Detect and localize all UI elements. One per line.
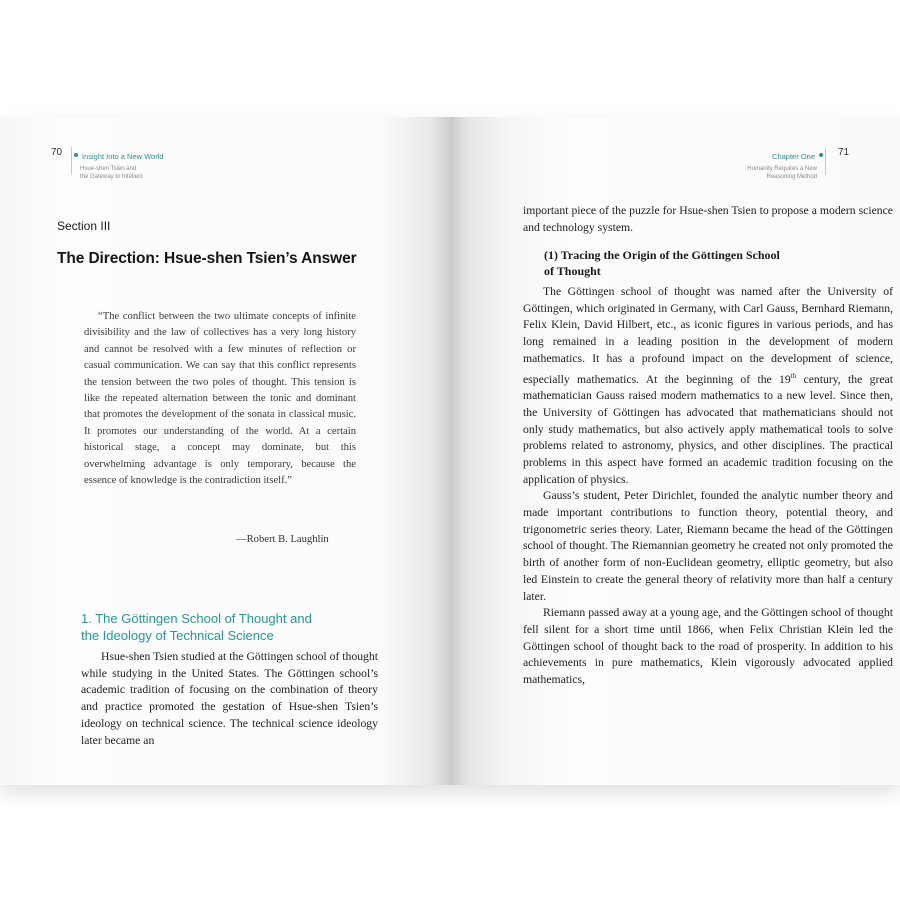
running-head-subtitle-1: Humanity Requires a New bbox=[747, 166, 817, 172]
running-head-subtitle-2: Reasoning Method bbox=[766, 174, 817, 180]
subsection-heading bbox=[81, 610, 312, 644]
subsection-heading-line-1: 1. The Göttingen School of Thought and bbox=[81, 611, 312, 626]
epigraph-attribution: —Robert B. Laughlin bbox=[236, 534, 329, 545]
right-body-continuation bbox=[523, 203, 893, 236]
left-page bbox=[0, 117, 450, 785]
epigraph-quote: “The conflict between the two ultimate concepts of infinite divisibility and the law of collectives has a very long history and cannot be resolved with a few minutes of reflection or casual communication. We can say that this conflict represents the tension between the two poles of thought. This tension is like the repeated alternation between the tonic and dominant that promotes the development of the sonata in classical music. It promotes our understanding of the world. At a certain historical stage, a concept may dominate, but this overwhelming advantage is only temporary, because the essence of knowledge is the contradiction itself.” bbox=[84, 311, 356, 487]
running-head-subtitle-1: Hsue-shen Tsien and bbox=[80, 166, 137, 172]
page-number: 71 bbox=[838, 147, 850, 158]
paragraph bbox=[523, 284, 893, 488]
running-head-subtitle-2: the Gateway to Intellect bbox=[80, 174, 143, 180]
paragraph-text-start: The Göttingen school of thought was named after the University of Göttingen, which originated in Germany, with Carl Gauss, Bernhard Riemann, Felix Klein, David Hilbert, etc., as iconic figures in various periods, and has long remained in a leading position in the development of modern mathematics. It has a profound impact on the development of science, especially mathematics. At the beginning of the 19 bbox=[523, 285, 893, 386]
subsection-heading-line-1: (1) Tracing the Origin of the Göttingen School bbox=[544, 248, 780, 262]
paragraph: Riemann passed away at a young age, and the Göttingen school of thought fell silent for a short time until 1866, when Felix Christian Klein led the Göttingen school of thought back to the road of prosperity. In addition to his achievements in pure mathematics, Klein vigorously advocated applied mathematics, bbox=[523, 606, 893, 687]
page-number: 70 bbox=[51, 147, 63, 158]
right-page bbox=[450, 117, 900, 785]
running-head bbox=[747, 146, 823, 181]
subsection-heading-line-2: of Thought bbox=[544, 264, 601, 278]
subsection-heading bbox=[544, 247, 884, 279]
running-head-divider bbox=[71, 147, 72, 175]
right-body-text bbox=[523, 284, 893, 689]
paragraph: Hsue-shen Tsien studied at the Göttingen school of thought while studying in the United States. The Göttingen school’s academic tradition of focusing on the combination of theory and practice promoted the gestation of Hsue-shen Tsien’s ideology on technical science. The technical science ideology later became an bbox=[81, 650, 378, 747]
bullet-dot-icon bbox=[819, 153, 823, 157]
running-head-title: Chapter One bbox=[772, 152, 815, 161]
bullet-dot-icon bbox=[74, 153, 78, 157]
running-head-divider bbox=[825, 147, 826, 175]
left-body-text bbox=[81, 649, 378, 749]
paragraph-text-end: century, the great mathematician Gauss raised modern mathematics to a new level. Since then, the University of Göttingen has advocated that mathematicians should not only study mathematics, but also actively apply mathematical tools to solve problems related to astronomy, physics, and other disciplines. The practical problems in this aspect have formed an academic tradition focusing on the application of physics. bbox=[523, 372, 893, 486]
subsection-heading-line-2: the Ideology of Technical Science bbox=[81, 628, 274, 643]
superscript: th bbox=[790, 371, 797, 380]
paragraph: Gauss’s student, Peter Dirichlet, founded the analytic number theory and made important contributions to function theory, potential theory, and trigonometric series theory. Later, Riemann became the head of the Göttingen school of thought. The Riemannian geometry he created not only promoted the birth of another form of non-Euclidean geometry, elliptic geometry, but also led Einstein to create the general theory of relativity more than half a century later. bbox=[523, 489, 893, 603]
running-head-title: Insight Into a New World bbox=[82, 152, 164, 161]
open-book bbox=[0, 117, 900, 785]
section-title: The Direction: Hsue-shen Tsien’s Answer bbox=[57, 250, 357, 267]
section-label: Section III bbox=[57, 219, 111, 233]
running-head bbox=[74, 146, 164, 181]
paragraph: important piece of the puzzle for Hsue-shen Tsien to propose a modern science and technology system. bbox=[523, 204, 893, 234]
